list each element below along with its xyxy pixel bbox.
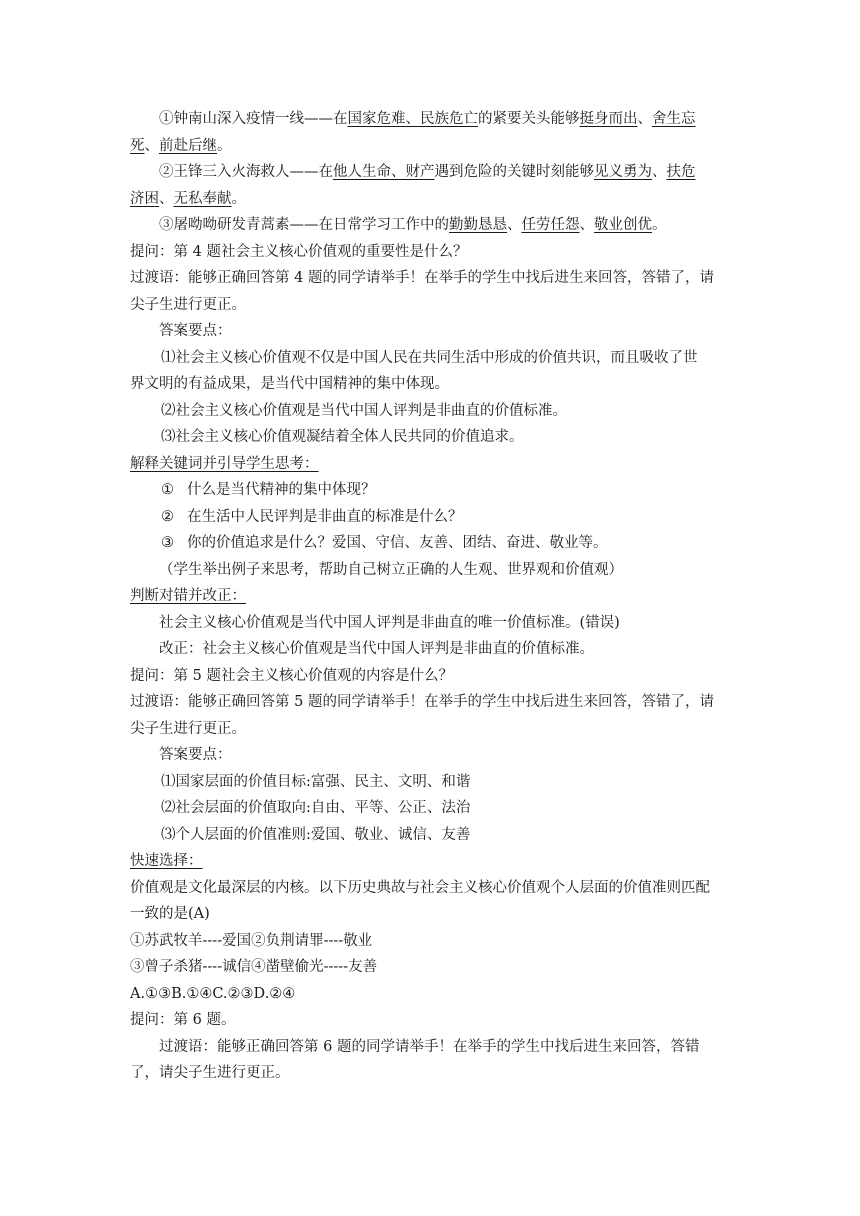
underlined-phrase: 舍生忘 [652, 111, 696, 127]
underlined-phrase: 勤勤恳恳 [449, 217, 507, 233]
judge-correction: 改正：社会主义核心价值观是当代中国人评判是非曲直的价值标准。 [159, 641, 594, 657]
answer-label-5: 答案要点： [159, 747, 232, 763]
underlined-phrase: 济困 [130, 190, 159, 207]
quick-option-1: ①苏武牧羊----爱国②负荆请罪----敬业 [130, 932, 373, 949]
judge-statement: 社会主义核心价值观是当代中国人评判是非曲直的唯一价值标准。(错误) [159, 614, 620, 631]
keyword-item: ① 什么是当代精神的集中体现？ [161, 482, 376, 498]
example-tu-youyou: ③屠呦呦研发青蒿素——在日常学习工作中的勤勤恳恳、任劳任怨、敬业创优。 [159, 217, 667, 233]
keywords-note: （学生举出例子来思考，帮助自己树立正确的人生观、世界观和价值观） [159, 561, 623, 578]
example-text: 遇到危险的关键时刻能够 [434, 164, 594, 180]
answer-5-3: ⑶个人层面的价值准则:爱国、敬业、诚信、友善 [161, 826, 471, 843]
example-zhong-nanshan: ①钟南山深入疫情一线——在国家危难、民族危亡的紧要关头能够挺身而出、舍生忘 死、前赴后继。 [130, 111, 696, 154]
quick-option-2: ③曾子杀猪----诚信④凿壁偷光-----友善 [130, 959, 378, 975]
quick-stem: 价值观是文化最深层的内核。以下历史典故与社会主义核心价值观个人层面的价值准则匹配 一致的是(A) [130, 879, 710, 922]
answer-4-1: ⑴社会主义核心价值观不仅是中国人民在共同生活中形成的价值共识，而且吸收了世 [161, 349, 698, 366]
underlined-phrase: 他人生命、财产 [333, 164, 435, 180]
question-6: 提问：第 6 题。 [130, 1012, 236, 1028]
underlined-phrase: 挺身而出 [579, 111, 638, 127]
judge-heading: 判断对错并改正： [130, 588, 246, 604]
quick-heading: 快速选择： [130, 853, 203, 869]
example-text: 的紧要关头能够 [478, 111, 580, 127]
underlined-phrase: 见义勇为 [594, 164, 652, 180]
transition-4: 过渡语：能够正确回答第 4 题的同学请举手！在举手的学生中找后进生来回答，答错了，请 尖子生进行更正。 [130, 270, 714, 313]
underlined-phrase: 无私奉献 [173, 190, 232, 207]
example-text: ①钟南山深入疫情一线——在 [159, 111, 348, 127]
answer-4-2: ⑵社会主义核心价值观是当代中国人评判是非曲直的价值标准。 [161, 402, 567, 419]
underlined-phrase: 前赴后继 [159, 137, 217, 154]
keyword-item: ③ 你的价值追求是什么？爱国、守信、友善、团结、奋进、敬业等。 [161, 535, 608, 551]
answer-4-1-cont: 界文明的有益成果，是当代中国精神的集中体现。 [130, 376, 449, 392]
document-body [130, 106, 730, 1087]
underlined-phrase: 敬业创优 [594, 217, 652, 233]
underlined-phrase: 扶危 [666, 164, 696, 180]
question-4: 提问：第 4 题社会主义核心价值观的重要性是什么？ [130, 243, 468, 260]
underlined-phrase: 死 [130, 137, 145, 154]
keyword-item: ② 在生活中人民评判是非曲直的标准是什么？ [161, 508, 463, 525]
question-5: 提问：第 5 题社会主义核心价值观的内容是什么？ [130, 667, 453, 684]
example-text: ③屠呦呦研发青蒿素——在日常学习工作中的 [159, 217, 449, 233]
underlined-phrase: 国家危难、民族危亡 [347, 111, 478, 127]
example-text: ②王锋三入火海救人——在 [159, 164, 333, 180]
keywords-heading: 解释关键词并引导学生思考： [130, 455, 319, 472]
quick-choices: A.①③B.①④C.②③D.②④ [130, 985, 296, 1002]
answer-5-2: ⑵社会层面的价值取向:自由、平等、公正、法治 [161, 800, 471, 816]
underlined-phrase: 任劳任怨 [521, 217, 580, 233]
transition-6: 过渡语：能够正确回答第 6 题的同学请举手！在举手的学生中找后进生来回答，答错 了，请尖子生进行更正。 [130, 1038, 700, 1081]
answer-5-1: ⑴国家层面的价值目标:富强、民主、文明、和谐 [161, 773, 471, 790]
answer-label-4: 答案要点： [159, 323, 232, 339]
answer-4-3: ⑶社会主义核心价值观凝结着全体人民共同的价值追求。 [161, 429, 524, 445]
transition-5: 过渡语：能够正确回答第 5 题的同学请举手！在举手的学生中找后进生来回答，答错了，请 尖子生进行更正。 [130, 694, 714, 737]
example-wang-feng: ②王锋三入火海救人——在他人生命、财产遇到危险的关键时刻能够见义勇为、扶危 济困、无私奉献。 [130, 164, 696, 207]
